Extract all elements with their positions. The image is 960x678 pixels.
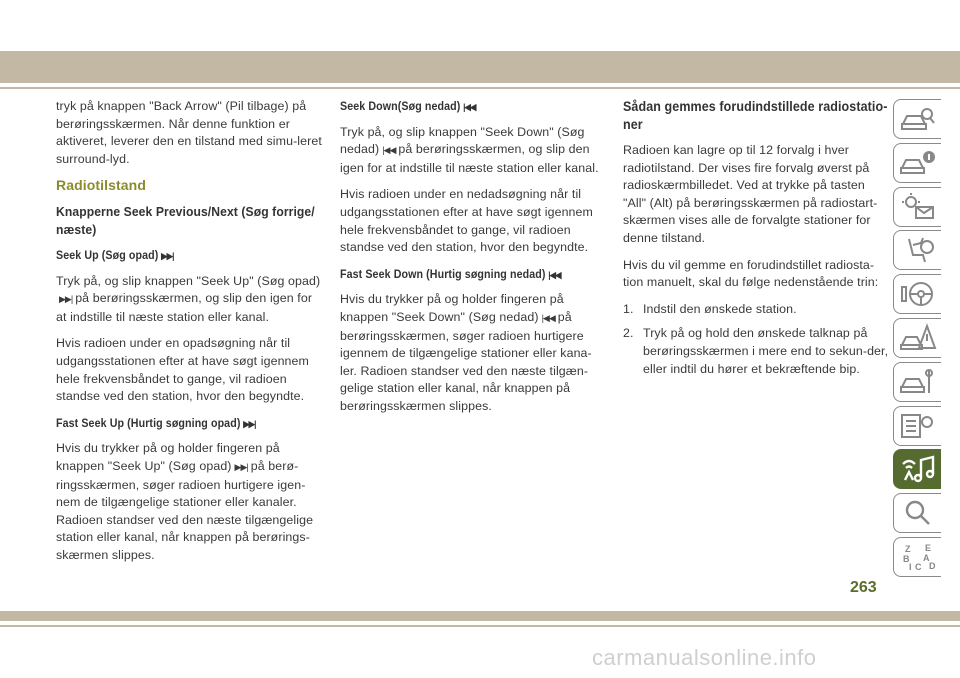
column-left: [56, 98, 322, 573]
fast-down-text-b: på berøringsskærmen, søger radioen hurtigere igennem de tilgængelige stationer eller kana-ler. Radioen standser ved den næste tilgæn-gelige station eller kanal, når knappen på berøringsskærmen slippes.: [340, 309, 592, 413]
fast-down-text-a: Hvis du trykker på og holder fingeren på knappen "Seek Down" (Søg nedad): [340, 292, 564, 324]
watermark: carmanualsonline.info: [592, 645, 817, 670]
step-number: 1.: [623, 301, 634, 316]
seek-up-text-a: Tryk på, og slip knappen "Seek Up" (Søg opad): [56, 273, 321, 288]
tab-index-search[interactable]: [893, 493, 941, 533]
preset-steps-list: [623, 301, 889, 378]
seek-down-paragraph-2: Hvis radioen under en nedadsøgning når til udgangsstationen efter at have søgt igennem hele frekvensbåndet to gange, vil radioen standse ved den station, hvor den begyndte.: [340, 187, 593, 255]
steering-wheel-icon: [899, 279, 937, 309]
heading-store-presets: Sådan gemmes forudindstillede radiostatio-ner: [623, 99, 888, 132]
svg-text:I: I: [908, 561, 912, 572]
step-text: Tryk på og hold den ønskede talknap på berøringsskærmen i mere end to sekun-der, eller indtil du hører et bekræftende bip.: [643, 326, 889, 376]
svg-text:Z: Z: [904, 543, 910, 554]
heading-fast-seek-down: [340, 266, 607, 285]
dashboard-lights-icon: [899, 192, 937, 222]
heading-fast-seek-up-text: Fast Seek Up (Hurtig søgning opad): [56, 416, 241, 430]
warning-triangle-car-icon: [899, 323, 937, 353]
car-wrench-icon: [899, 367, 937, 397]
heading-seek-down: [340, 98, 607, 117]
tab-alphabet-index[interactable]: [893, 537, 941, 577]
fast-seek-up-paragraph: [56, 440, 322, 564]
tab-warning-triangle[interactable]: [893, 318, 941, 358]
heading-seek-up-text: Seek Up (Søg opad): [56, 248, 159, 262]
seek-prev-icon: |◀◀: [463, 102, 476, 112]
tab-multimedia[interactable]: [893, 449, 941, 489]
tab-car-wrench[interactable]: [893, 362, 941, 402]
seek-next-icon: ▶▶|: [161, 250, 174, 261]
step-text: Indstil den ønskede station.: [643, 301, 797, 316]
tab-seat-airbag[interactable]: [893, 230, 941, 270]
seek-prev-icon: |◀◀: [382, 145, 396, 156]
seek-next-icon: ▶▶|: [234, 461, 248, 472]
presets-paragraph-1: Radioen kan lagre op til 12 forvalg i hver radiotilstand. Der vises fire forvalg øverst på radioskærmbilledet. Ved at trykke på tasten "All" (Alt) på berøringsskærmen på radiostart-skærmen vises alle de forvalgte stationer for denne tilstand.: [623, 143, 878, 245]
header-rule: [0, 87, 960, 89]
heading-radio-mode: Radiotilstand: [56, 177, 146, 194]
seek-next-icon: ▶▶|: [59, 294, 73, 305]
header-band: [0, 51, 960, 83]
svg-text:C: C: [914, 561, 921, 572]
tab-car-magnifier[interactable]: [893, 99, 941, 139]
list-item: [623, 325, 889, 378]
column-right: [623, 98, 889, 385]
seek-up-paragraph-2: Hvis radioen under en opadsøgning når til udgangsstationen efter at have søgt igennem hele frekvensbåndet to gange, vil radioen standse ved den station, hvor den begyndte.: [56, 336, 309, 404]
footer-rule: [0, 625, 960, 627]
list-item: [623, 301, 889, 319]
seat-airbag-icon: [899, 235, 937, 265]
specifications-gear-icon: [899, 411, 937, 441]
page-number: 263: [850, 579, 877, 596]
alphabet-index-icon: [899, 542, 937, 572]
step-number: 2.: [623, 326, 634, 341]
seek-down-paragraph: [340, 124, 604, 178]
svg-text:A: A: [922, 552, 929, 563]
car-magnifier-icon: [899, 104, 937, 134]
car-info-icon: [899, 148, 937, 178]
footer-band: [0, 611, 960, 621]
fast-seek-down-paragraph: [340, 291, 604, 415]
multimedia-music-icon: [899, 454, 937, 484]
seek-prev-icon: |◀◀: [541, 312, 555, 323]
fast-up-text-a: Hvis du trykker på og holder fingeren på knappen "Seek Up" (Søg opad): [56, 441, 280, 473]
heading-seek-down-text: Seek Down(Søg nedad): [340, 100, 461, 113]
seek-up-text-b: på berøringsskærmen, og slip den igen for at indstille til næste station eller kanal.: [56, 291, 313, 324]
seek-down-text-a: Tryk på, og slip knappen "Seek Down" (Søg nedad): [340, 124, 585, 157]
tab-steering-wheel[interactable]: [893, 274, 941, 314]
heading-fast-seek-down-text: Fast Seek Down (Hurtig søgning nedad): [340, 267, 546, 281]
index-search-icon: [899, 498, 937, 528]
svg-text:E: E: [924, 542, 931, 553]
svg-text:B: B: [902, 553, 909, 564]
heading-seek-buttons: Knapperne Seek Previous/Next (Søg forrige/ næste): [56, 203, 315, 237]
column-middle: [340, 98, 604, 425]
tab-car-info[interactable]: [893, 143, 941, 183]
chapter-tabs: [893, 99, 943, 581]
tab-dashboard-lights[interactable]: [893, 187, 941, 227]
heading-fast-seek-up: [56, 415, 323, 434]
seek-down-text-b: på berøringsskærmen, og slip den igen for at indstille til næste station eller kanal.: [340, 142, 599, 175]
tab-specifications[interactable]: [893, 406, 941, 446]
seek-prev-icon: |◀◀: [548, 269, 561, 280]
svg-text:D: D: [928, 560, 935, 571]
seek-next-icon: ▶▶|: [243, 418, 256, 429]
intro-paragraph: tryk på knappen "Back Arrow" (Pil tilbage) på berøringsskærmen. Når denne funktion er aktiveret, leverer den en tilstand med simu-leret surround-lyd.: [56, 99, 322, 166]
presets-paragraph-2: Hvis du vil gemme en forudindstillet radiosta-tion manuelt, skal du følge nedenstående trin:: [623, 257, 879, 290]
fast-up-text-b: på berø-ringsskærmen, søger radioen hurtigere igen-nem de tilgængelige stationer eller kanaler. Radioen standser ved den næste tilgængelige station eller kanal, når knappen på berørings-skærmen slippes.: [56, 458, 314, 562]
seek-up-paragraph: [56, 273, 322, 327]
heading-seek-up: [56, 247, 323, 266]
